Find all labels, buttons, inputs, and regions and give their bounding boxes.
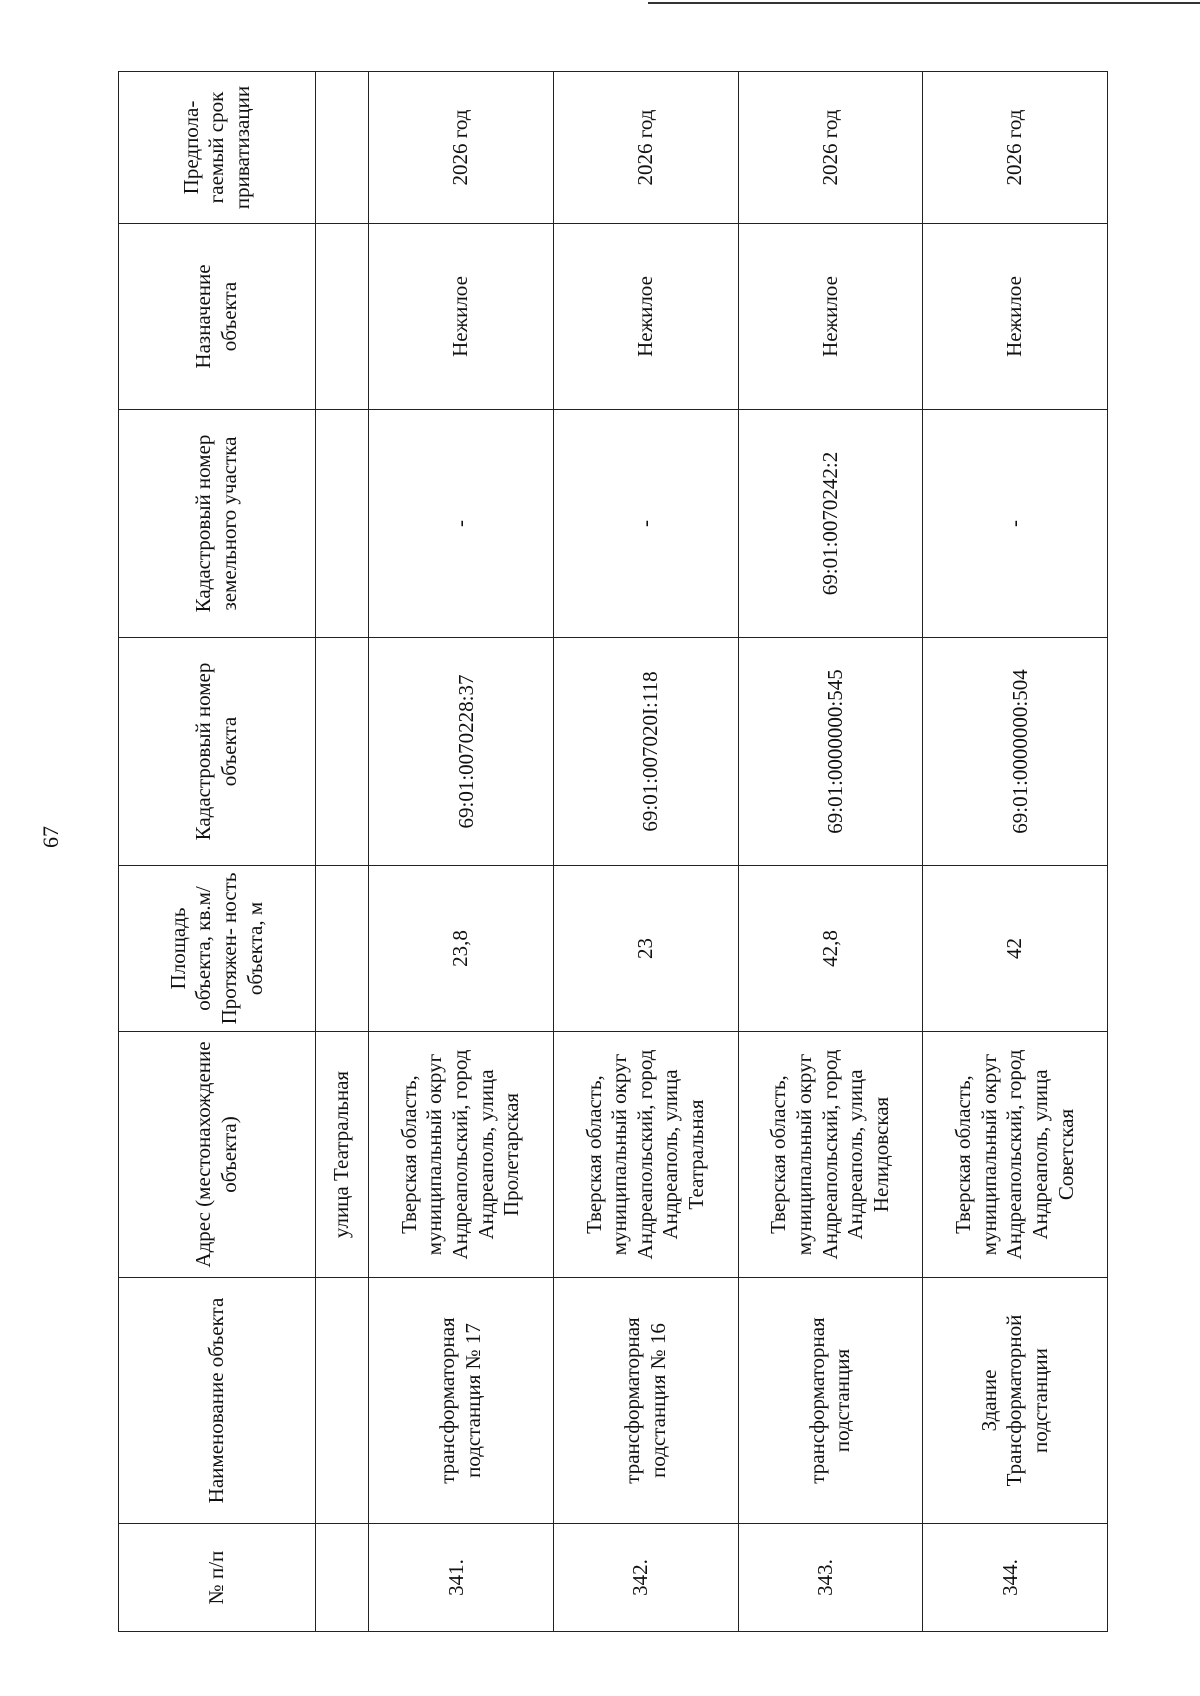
row-num: 344. xyxy=(923,1524,1108,1632)
row-num: 343. xyxy=(738,1524,923,1632)
page-number: 67 xyxy=(38,826,63,848)
rotated-table-container xyxy=(118,72,1108,1632)
row-address: Тверская область, муниципальный округ Андреапольский, город Андреаполь, улица Советская xyxy=(923,1032,1108,1278)
row-purpose: Нежилое xyxy=(738,224,923,410)
header-row xyxy=(119,72,316,1632)
header-address: Адрес (местонахождение объекта) xyxy=(119,1032,316,1278)
row-term: 2026 год xyxy=(738,72,923,224)
row-num: 341. xyxy=(369,1524,554,1632)
table-row xyxy=(369,72,554,1632)
row-term: 2026 год xyxy=(369,72,554,224)
header-cadastral-object: Кадастровый номер объекта xyxy=(119,638,316,866)
header-num: № п/п xyxy=(119,1524,316,1632)
row-term: 2026 год xyxy=(553,72,738,224)
header-area: Площадь объекта, кв.м/ Протяжен- ность объекта, м xyxy=(119,866,316,1032)
header-purpose: Назначение объекта xyxy=(119,224,316,410)
top-edge-line xyxy=(648,2,1200,4)
table-row xyxy=(738,72,923,1632)
row-address: Тверская область, муниципальный округ Андреапольский, город Андреаполь, улица Пролетарская xyxy=(369,1032,554,1278)
header-term: Предпола- гаемый срок приватизации xyxy=(119,72,316,224)
row-purpose: Нежилое xyxy=(553,224,738,410)
row-name: трансформаторная подстанция № 17 xyxy=(369,1278,554,1524)
row-area: 23 xyxy=(553,866,738,1032)
privatization-table xyxy=(118,71,1108,1632)
continuation-address: улица Театральная xyxy=(316,1032,369,1278)
row-cadastral-object: 69:01:0000000:504 xyxy=(923,638,1108,866)
row-cadastral-land: - xyxy=(553,410,738,638)
row-address: Тверская область, муниципальный округ Андреапольский, город Андреаполь, улица Нелидовская xyxy=(738,1032,923,1278)
table-row xyxy=(553,72,738,1632)
row-purpose: Нежилое xyxy=(923,224,1108,410)
row-purpose: Нежилое xyxy=(369,224,554,410)
row-cadastral-object: 69:01:0000000:545 xyxy=(738,638,923,866)
header-cadastral-land: Кадастровый номер земельного участка xyxy=(119,410,316,638)
row-cadastral-object: 69:01:0070228:37 xyxy=(369,638,554,866)
header-name: Наименование объекта xyxy=(119,1278,316,1524)
row-cadastral-object: 69:01:007020I:118 xyxy=(553,638,738,866)
continuation-row xyxy=(316,72,369,1632)
row-cadastral-land: 69:01:0070242:2 xyxy=(738,410,923,638)
row-area: 23,8 xyxy=(369,866,554,1032)
row-area: 42,8 xyxy=(738,866,923,1032)
row-cadastral-land: - xyxy=(369,410,554,638)
row-cadastral-land: - xyxy=(923,410,1108,638)
row-term: 2026 год xyxy=(923,72,1108,224)
row-area: 42 xyxy=(923,866,1108,1032)
row-name: Здание Трансформаторной подстанции xyxy=(923,1278,1108,1524)
table-row xyxy=(923,72,1108,1632)
row-address: Тверская область, муниципальный округ Андреапольский, город Андреаполь, улица Театральная xyxy=(553,1032,738,1278)
row-name: трансформаторная подстанция № 16 xyxy=(553,1278,738,1524)
row-num: 342. xyxy=(553,1524,738,1632)
row-name: трансформаторная подстанция xyxy=(738,1278,923,1524)
